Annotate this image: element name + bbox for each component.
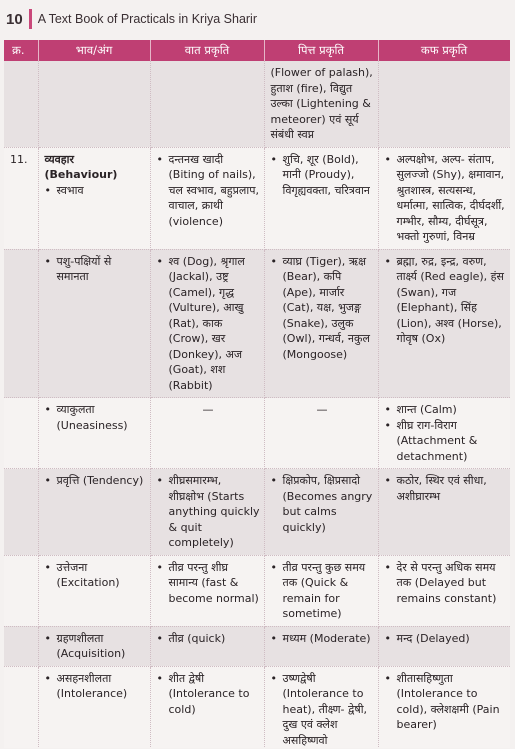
vata-cell	[150, 398, 264, 469]
row-number	[4, 555, 38, 626]
pitta-entry-text: क्षिप्रकोप, क्षिप्रसादो (Becomes angry but calms quickly)	[282, 474, 373, 534]
attribute-label-text: स्वभाव	[56, 183, 84, 197]
bullet-dot: •	[44, 183, 51, 197]
bullet-dot: •	[384, 671, 391, 685]
row-attribute	[38, 555, 150, 626]
vata-entry	[157, 631, 260, 647]
bullet-dot: •	[384, 474, 391, 487]
attribute-label-text: व्याकुलता (Uneasiness)	[56, 403, 128, 432]
pitta-entry	[271, 631, 374, 647]
vata-cell	[150, 555, 264, 626]
bullet-dot: •	[156, 631, 163, 645]
vata-entry-text: तीव्र (quick)	[168, 631, 226, 645]
vata-entry-text: शीत द्वेषी (Intolerance to cold)	[168, 671, 250, 716]
attribute-label-text: पशु-पक्षियों से समानता	[56, 254, 112, 283]
section-title: व्यवहार (Behaviour)	[44, 152, 118, 181]
bullet-dot: •	[270, 152, 277, 166]
vata-entry	[157, 671, 260, 718]
bullet-dot: •	[384, 152, 391, 166]
row-number: 11.	[4, 147, 38, 249]
column-header-pitta: पित्त प्रकृति	[264, 40, 378, 61]
table-row	[4, 249, 510, 398]
vata-entry	[157, 152, 260, 230]
bullet-dot: •	[44, 474, 51, 487]
table-header	[4, 40, 510, 61]
row-number	[4, 626, 38, 666]
table-row	[4, 666, 510, 748]
book-title: A Text Book of Practicals in Kriya Sharir	[37, 12, 257, 26]
attribute-label	[45, 402, 146, 433]
bullet-dot: •	[270, 560, 277, 574]
header-divider	[29, 9, 32, 29]
attribute-label-text: ग्रहणशीलता (Acquisition)	[56, 631, 126, 660]
pitta-entry	[271, 473, 374, 535]
vata-cell	[150, 666, 264, 748]
page-header	[6, 8, 515, 30]
attribute-label-text: उत्तेजना (Excitation)	[56, 560, 120, 589]
table-row	[4, 61, 510, 147]
bullet-dot: •	[270, 671, 277, 685]
row-number	[4, 666, 38, 748]
attribute-label-text: प्रवृत्ति (Tendency)	[56, 474, 144, 487]
row-attribute	[38, 469, 150, 556]
vata-entry-text: श्व (Dog), श्रृगाल (Jackal), उष्ट्र (Camel), गृद्ध (Vulture), आखु (Rat), काक (Crow), खर (Donkey), अज (Goat), शश (Rabbit)	[168, 254, 245, 392]
pitta-cell	[264, 555, 378, 626]
row-number	[4, 249, 38, 398]
kapha-entry	[385, 631, 507, 647]
kapha-cell	[378, 469, 510, 556]
row-attribute	[38, 626, 150, 666]
column-header-attribute: भाव/अंग	[38, 40, 150, 61]
bullet-dot: •	[384, 560, 391, 574]
attribute-label-text: असहनशीलता (Intolerance)	[56, 671, 128, 700]
vata-dash: —	[202, 403, 214, 416]
attribute-label	[45, 183, 146, 199]
attribute-label	[45, 671, 146, 702]
bullet-dot: •	[156, 152, 163, 166]
kapha-entry-text: देर से परन्तु अधिक समय तक (Delayed but remains constant)	[396, 560, 497, 605]
kapha-cell	[378, 626, 510, 666]
vata-entry	[157, 254, 260, 394]
bullet-dot: •	[44, 403, 51, 416]
kapha-entry	[385, 402, 507, 418]
vata-cell	[150, 626, 264, 666]
bullet-dot: •	[384, 403, 391, 416]
kapha-entry-text: कठोर, स्थिर एवं सीधा, अशीघ्रारम्भ	[396, 474, 487, 503]
vata-cell	[150, 469, 264, 556]
attribute-label	[45, 254, 146, 285]
vata-cell	[150, 249, 264, 398]
row-number	[4, 61, 38, 147]
row-attribute	[38, 398, 150, 469]
row-attribute	[38, 147, 150, 249]
kapha-entry-text: शीतासहिष्णुता (Intolerance to cold), क्लेशक्षमी (Pain bearer)	[396, 671, 500, 731]
pitta-entry-text: शुचि, शूर (Bold), मानी (Proudy), विगृह्यवक्ता, चरित्रवान	[282, 152, 370, 197]
attribute-label	[45, 560, 146, 591]
kapha-cell	[378, 398, 510, 469]
vata-entry	[157, 560, 260, 607]
vata-entry	[157, 473, 260, 551]
kapha-cell	[378, 249, 510, 398]
table-body	[4, 61, 510, 748]
table-row	[4, 147, 510, 249]
pitta-entry-text: तीव्र परन्तु कुछ समय तक (Quick & remain for sometime)	[282, 560, 366, 620]
row-number	[4, 469, 38, 556]
kapha-cell	[378, 147, 510, 249]
bullet-dot: •	[384, 418, 391, 432]
kapha-entry-text: अल्पक्षोभ, अल्प- संताप, सुलज्जो (Shy), क्षमावान, श्रुतशास्त्र, सत्यसन्ध, धर्मात्मा, सात्विक, दीर्घदर्शी, गम्भीर, सौम्य, दीर्घसूत्र, भक्तो गुरुणां, विनम्र	[396, 152, 505, 243]
kapha-entry	[385, 152, 507, 245]
pitta-cell	[264, 626, 378, 666]
bullet-dot: •	[156, 474, 163, 487]
table-row	[4, 469, 510, 556]
attribute-label	[45, 631, 146, 662]
kapha-entry-text: शान्त (Calm)	[396, 403, 457, 416]
pitta-entry	[271, 671, 374, 749]
vata-entry-text: दन्तनख खादी (Biting of nails), चल स्वभाव, बहुप्रलाप, वाचाल, क्राथी (violence)	[168, 152, 259, 228]
prakriti-table	[4, 40, 510, 748]
bullet-dot: •	[384, 254, 391, 268]
kapha-entry	[385, 473, 507, 504]
pitta-entry-text: व्याघ्र (Tiger), ऋक्ष (Bear), कपि (Ape), मार्जार (Cat), यक्ष, भुजङ्ग (Snake), उलुक (Owl), गन्धर्व, नकुल (Mongoose)	[282, 254, 370, 361]
bullet-dot: •	[384, 631, 391, 645]
bullet-dot: •	[270, 254, 277, 268]
table-row	[4, 398, 510, 469]
kapha-entry	[385, 418, 507, 465]
kapha-entry-text: ब्रह्मा, रुद्र, इन्द्र, वरुण, तार्क्ष्य (Red eagle), हंस (Swan), गज (Elephant), सिंह (Lion), अश्व (Horse), गोवृष (Ox)	[396, 254, 504, 345]
bullet-dot: •	[44, 560, 51, 574]
pitta-cell	[264, 147, 378, 249]
column-header-vata: वात प्रकृति	[150, 40, 264, 61]
kapha-entry	[385, 560, 507, 607]
pitta-entry	[271, 152, 374, 199]
page-number: 10	[6, 10, 23, 28]
kapha-cell	[378, 61, 510, 147]
pitta-cell	[264, 469, 378, 556]
column-header-kapha: कफ प्रकृति	[378, 40, 510, 61]
table-row	[4, 555, 510, 626]
table-row	[4, 626, 510, 666]
vata-entry-text: शीघ्रसमारम्भ, शीघ्रक्षोभ (Starts anything quickly & quit completely)	[168, 474, 260, 549]
pitta-entry-text: उष्णद्वेषी (Intolerance to heat), तीक्ष्ण- द्वेषी, दुख एवं क्लेश असहिष्णवो	[282, 671, 368, 747]
bullet-dot: •	[44, 631, 51, 645]
pitta-cell	[264, 666, 378, 748]
row-attribute	[38, 61, 150, 147]
pitta-dash: —	[316, 403, 328, 416]
pitta-cell	[264, 61, 378, 147]
vata-cell	[150, 61, 264, 147]
pitta-cell	[264, 398, 378, 469]
attribute-label	[45, 473, 146, 489]
column-header-number: क्र.	[4, 40, 38, 61]
kapha-entry-text: मन्द (Delayed)	[396, 631, 470, 645]
row-attribute	[38, 249, 150, 398]
pitta-entry	[271, 254, 374, 363]
kapha-cell	[378, 666, 510, 748]
bullet-dot: •	[44, 671, 51, 685]
bullet-dot: •	[270, 631, 277, 645]
kapha-entry-text: शीघ्र राग-विराग (Attachment & detachment)	[396, 418, 478, 463]
row-number	[4, 398, 38, 469]
pitta-entry-text: मध्यम (Moderate)	[282, 631, 371, 645]
pitta-cell	[264, 249, 378, 398]
pitta-continued-text: (Flower of palash), हुताश (fire), विद्युत उल्का (Lightening & meteorer) एवं सूर्य संबंधी स्वप्न	[270, 66, 373, 141]
bullet-dot: •	[156, 560, 163, 574]
bullet-dot: •	[156, 671, 163, 685]
pitta-entry	[271, 560, 374, 622]
vata-entry-text: तीव्र परन्तु शीघ्र सामान्य (fast & become normal)	[168, 560, 259, 605]
row-attribute	[38, 666, 150, 748]
prakriti-table-container	[4, 40, 510, 748]
kapha-entry	[385, 671, 507, 733]
bullet-dot: •	[44, 254, 51, 268]
kapha-entry	[385, 254, 507, 347]
kapha-cell	[378, 555, 510, 626]
bullet-dot: •	[156, 254, 163, 268]
bullet-dot: •	[270, 474, 277, 487]
vata-cell	[150, 147, 264, 249]
